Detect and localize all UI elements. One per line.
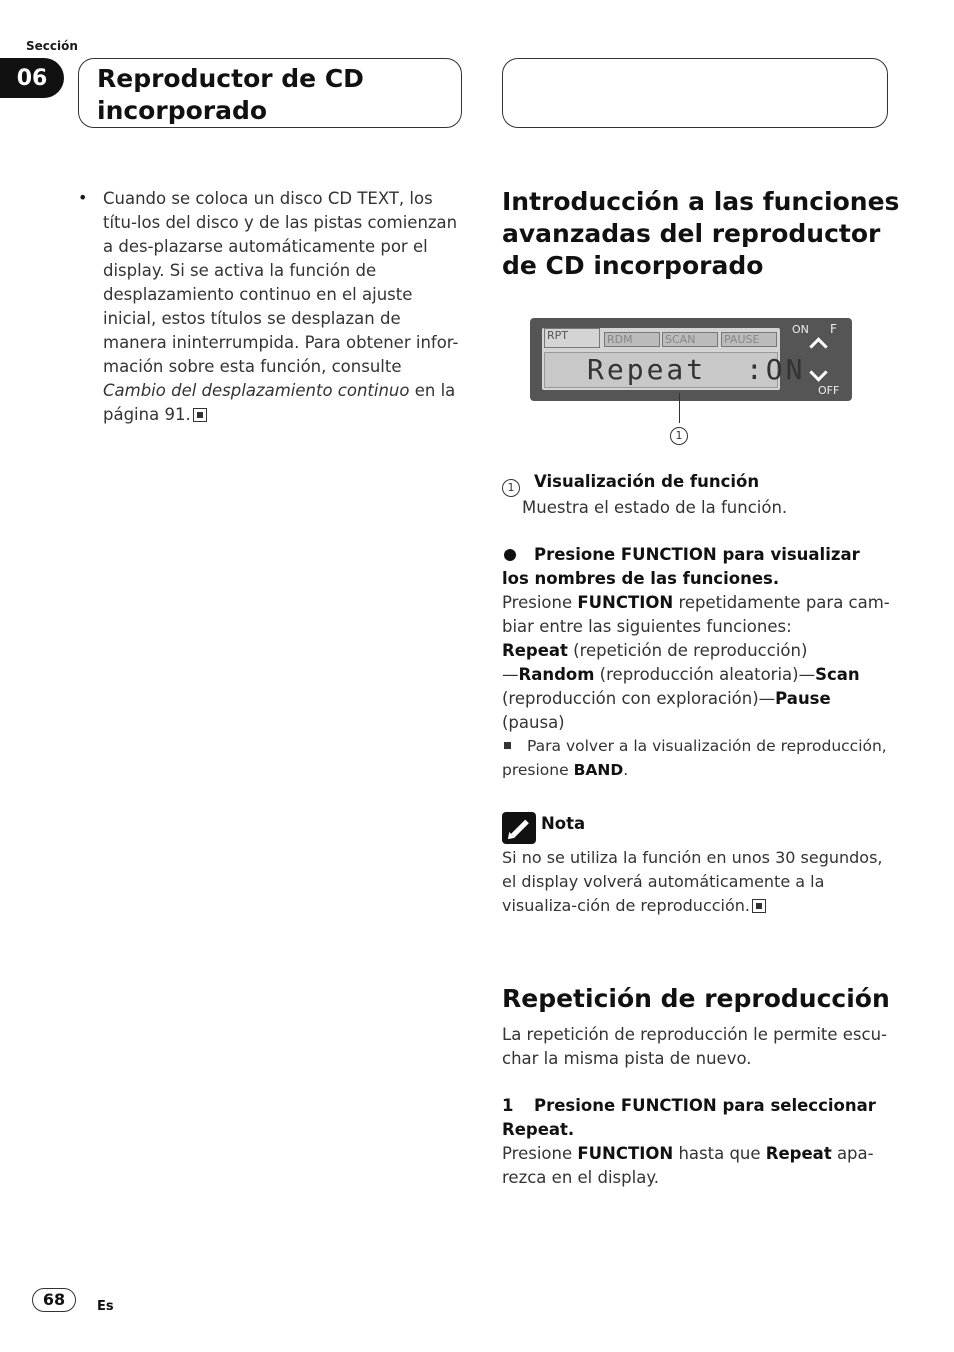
left-paragraph-italic: Cambio del desplazamiento continuo [103,381,410,400]
chevron-up-icon [809,337,827,355]
step-body-bold-repeat: Repeat [765,1144,832,1163]
header-empty-box [502,58,888,128]
callout-description: Muestra el estado de la función. [522,498,788,517]
step-body-text3: apa-rezca en el display. [502,1144,874,1187]
fn-repeat: Repeat [502,641,568,660]
page-number: 68 [32,1288,76,1312]
lcd-off-label: OFF [818,384,840,397]
pf-text1: Presione [502,593,578,612]
callout-number-circle: 1 [502,479,520,497]
note-pencil-body [511,820,529,838]
return-note-text1: Para volver a la visualización de reproducción, presione [502,737,887,779]
step-heading: Presione FUNCTION para seleccionar Repeat. [502,1096,876,1139]
lcd-f-label: F [830,322,837,336]
note-pencil-icon [502,812,536,844]
lcd-chip-rdm: RDM [604,332,660,347]
callout-leader-line [679,393,680,423]
chapter-title-line2: incorporado [97,96,268,125]
intro-heading: Introducción a las funciones avanzadas del reproductor de CD incorporado [502,187,900,280]
return-note [502,734,892,782]
section-label: Sección [26,39,78,53]
dash-3: — [758,689,776,708]
fn-pause-desc: (pausa) [502,713,565,732]
figure-callout-circle: 1 [670,427,688,445]
left-paragraph [103,187,468,427]
end-mark-icon [752,899,766,913]
lcd-chip-pause: PAUSE [721,332,777,347]
fn-scan-desc: (reproducción con exploración) [502,689,759,708]
left-paragraph-text2: en la página 91. [103,381,456,424]
note-label: Nota [541,814,586,833]
dash-2: — [798,665,816,684]
chapter-title-box [78,58,462,128]
note-text-content: Si no se utiliza la función en unos 30 segundos, el display volverá automáticamente a la visualiza-ción de reproducción. [502,848,883,915]
press-function-body [502,591,892,735]
step-number: 1 [502,1096,514,1115]
dash-1: — [502,665,519,684]
chapter-title-line1: Reproductor de CD [97,64,364,93]
step-body-text1: Presione [502,1144,578,1163]
fn-random: Random [518,665,595,684]
figure-callout-number [670,424,688,445]
square-bullet-icon [504,742,511,749]
lcd-main-text: Repeat :ON [544,352,778,388]
repeat-section-heading: Repetición de reproducción [502,984,890,1013]
lcd-on-label: ON [792,323,809,336]
section-number-badge: 06 [0,58,64,98]
fn-repeat-desc: (repetición de reproducción) [567,641,808,660]
end-mark-icon [193,408,207,422]
fn-pause: Pause [775,689,831,708]
lcd-display-figure [530,318,852,401]
pf-text2: repetidamente para cam-biar entre las siguientes funciones: [502,593,890,636]
chapter-title [97,63,364,127]
step-body [502,1142,892,1190]
press-function-heading: Presione FUNCTION para visualizar los nombres de las funciones. [502,545,860,588]
lcd-screen [542,328,806,390]
repeat-section-intro: La repetición de reproducción le permite escu-char la misma pista de nuevo. [502,1025,887,1068]
return-note-text2: . [623,761,629,779]
step-body-text2: hasta que [673,1144,766,1163]
left-bullet-marker: • [78,188,88,207]
fn-scan: Scan [815,665,860,684]
pf-bold-function: FUNCTION [577,593,674,612]
step-body-bold-function: FUNCTION [577,1144,674,1163]
return-note-bold-band: BAND [573,761,624,779]
chevron-down-icon [809,363,827,381]
left-paragraph-text1: Cuando se coloca un disco CD TEXT, los títu-los del disco y de las pistas comienzan a des-plazarse automáticamente por el display. Si se activa la función de desplazamiento continuo en el ajuste inicial, estos títulos se desplazan de manera ininterrumpida. Para obtener infor-mación sobre esta función, consulte [103,189,459,376]
callout-title: Visualización de función [534,472,760,491]
note-text [502,846,892,918]
lcd-chip-scan: SCAN [662,332,718,347]
callout-number [502,476,520,497]
language-label: Es [97,1299,114,1314]
lcd-chip-rpt: RPT [544,328,600,348]
fn-random-desc: (reproducción aleatoria) [594,665,799,684]
